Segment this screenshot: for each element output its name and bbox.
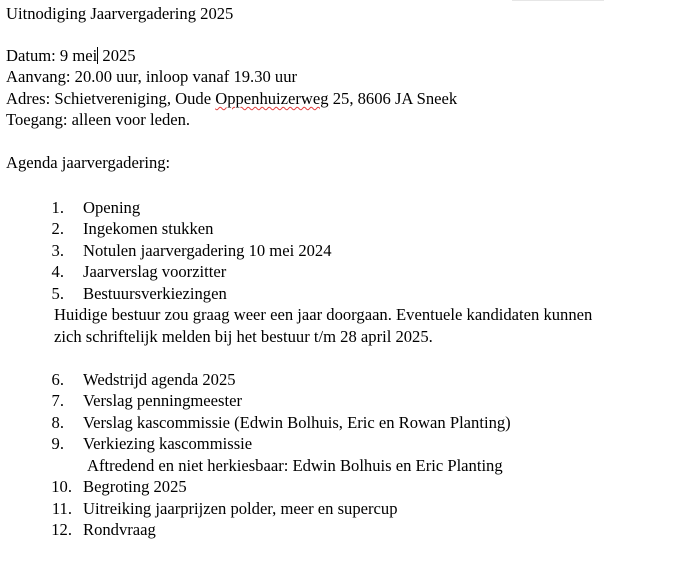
agenda-item-text: Rondvraag bbox=[83, 520, 156, 539]
agenda-item-text: Notulen jaarvergadering 10 mei 2024 bbox=[83, 241, 332, 260]
agenda-item-number: 4. bbox=[51, 262, 64, 281]
adres-line bbox=[6, 88, 457, 109]
agenda-item-text: Jaarverslag voorzitter bbox=[83, 262, 227, 281]
agenda-item-text: Opening bbox=[83, 198, 141, 217]
agenda-item-text: Wedstrijd agenda 2025 bbox=[83, 370, 236, 389]
kascommissie-note: Aftredend en niet herkiesbaar: Edwin Bolhuis en Eric Planting bbox=[87, 456, 503, 475]
agenda-item-number: 1. bbox=[51, 198, 64, 217]
agenda-item-number: 7. bbox=[51, 391, 64, 410]
agenda-item-number: 9. bbox=[51, 434, 64, 453]
toegang-line: Toegang: alleen voor leden. bbox=[6, 110, 191, 129]
agenda-item-text: Uitreiking jaarprijzen polder, meer en supercup bbox=[83, 499, 398, 518]
bestuur-note-line-2: zich schriftelijk melden bij het bestuur t/m 28 april 2025. bbox=[54, 327, 433, 346]
agenda-item-text: Verslag penningmeester bbox=[83, 391, 242, 410]
agenda-item-number: 5. bbox=[51, 284, 64, 303]
agenda-item-text: Verkiezing kascommissie bbox=[83, 434, 253, 453]
agenda-item-number: 8. bbox=[51, 413, 64, 432]
agenda-item-number: 2. bbox=[51, 219, 64, 238]
spellcheck-word[interactable]: Oppenhuizerweg bbox=[215, 89, 329, 108]
agenda-item-text: Verslag kascommissie (Edwin Bolhuis, Eric en Rowan Planting) bbox=[83, 413, 511, 432]
document-title: Uitnodiging Jaarvergadering 2025 bbox=[6, 4, 234, 23]
agenda-item-text: Bestuursverkiezingen bbox=[83, 284, 227, 303]
agenda-item-number: 10. bbox=[51, 477, 72, 496]
top-edge-divider bbox=[512, 0, 604, 1]
datum-year: 2025 bbox=[98, 46, 136, 65]
adres-prefix: Adres: Schietvereniging, Oude bbox=[6, 89, 216, 108]
agenda-item-text: Ingekomen stukken bbox=[83, 219, 214, 238]
datum-text: Datum: 9 mei bbox=[6, 46, 98, 65]
datum-line[interactable] bbox=[6, 45, 136, 66]
aanvang-line: Aanvang: 20.00 uur, inloop vanaf 19.30 uur bbox=[6, 67, 298, 86]
agenda-item-number: 3. bbox=[51, 241, 64, 260]
agenda-item-text: Begroting 2025 bbox=[83, 477, 187, 496]
agenda-item-number: 6. bbox=[51, 370, 64, 389]
agenda-item-number: 11. bbox=[51, 499, 72, 518]
agenda-item-number: 12. bbox=[51, 520, 72, 539]
bestuur-note-line-1: Huidige bestuur zou graag weer een jaar doorgaan. Eventuele kandidaten kunnen bbox=[54, 305, 593, 324]
adres-suffix: 25, 8606 JA Sneek bbox=[328, 89, 458, 108]
agenda-heading: Agenda jaarvergadering: bbox=[6, 153, 171, 172]
